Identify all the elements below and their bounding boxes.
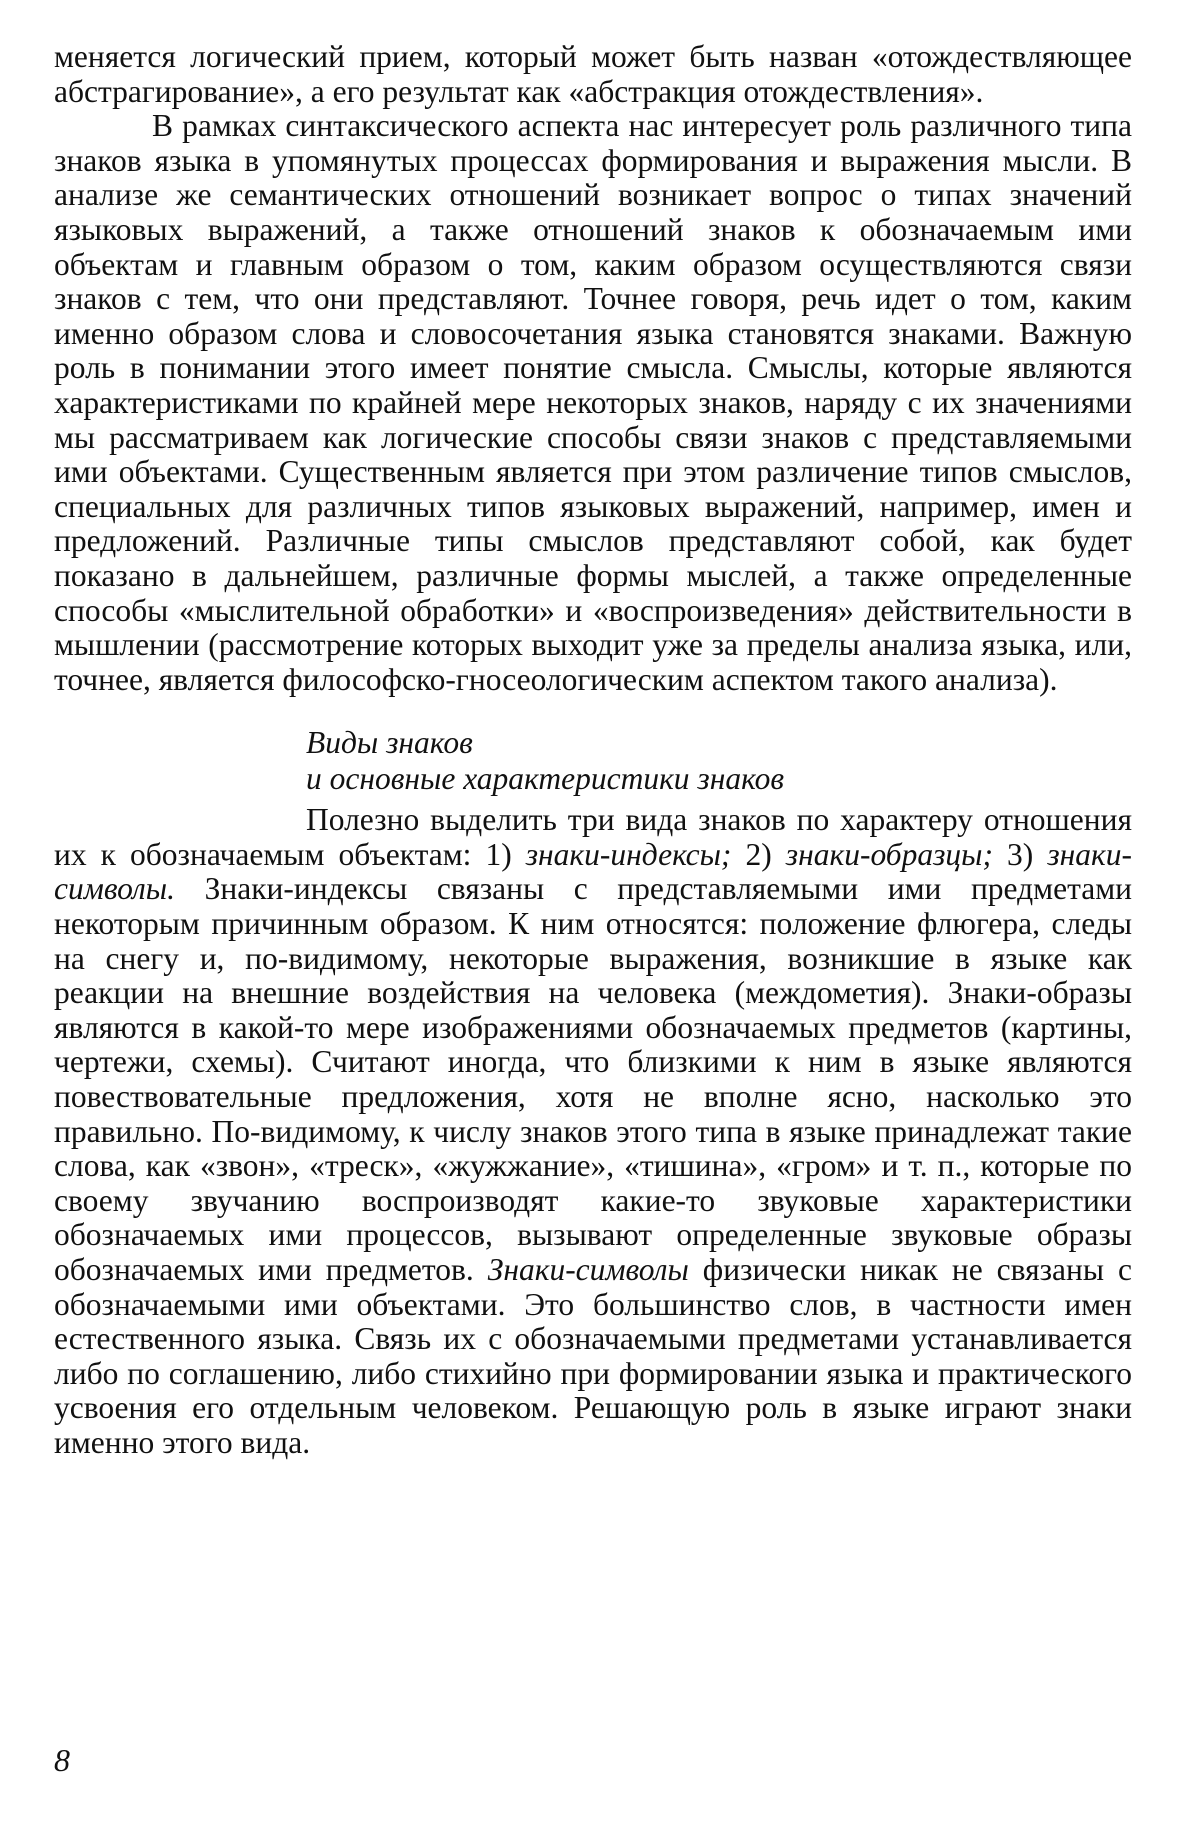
- term-symbol-signs: знаки-символы.: [54, 836, 1132, 907]
- text-run: физически никак не связаны с обозначаемыми ими объектами. Это большинство слов, в частности имен естественного языка. Связь их с обозначаемыми предметами устанавливается либо по соглашению, либо стихийно при формировании языка и практического усвоения его отдельным человеком. Решающую роль в языке играют знаки именно этого вида.: [54, 1252, 1133, 1460]
- text-run: 2): [731, 836, 786, 872]
- text-run: Полезно выделить три вида знаков по характеру отношения их к обозначаемым объектам: 1): [54, 802, 1132, 872]
- term-symbol-signs-2: Знаки-символы: [487, 1252, 689, 1287]
- paragraph-sign-types: [54, 803, 1132, 1460]
- term-sample-signs: знаки-образцы;: [785, 836, 993, 872]
- page-number: 8: [54, 1742, 70, 1778]
- text-run: Знаки-индексы связаны с представляемыми ими предметами некоторым причинным образом. К ним относятся: положение флюгера, следы на снегу и, по-видимому, некоторые выражения, возникшие в языке как реакции на внешние воздействия на человека (междометия). Знаки-образы являются в какой-то мере изображениями обозначаемых предметов (картины, чертежи, схемы). Считают иногда, что близкими к ним в языке являются повествовательные предложения, хотя не вполне ясно, насколько это правильно. По-видимому, к числу знаков этого типа в языке принадлежат такие слова, как «звон», «треск», «жужжание», «тишина», «гром» и т. п., которые по своему звучанию воспроизводят какие-то звуковые характеристики обозначаемых ими процессов, вызывают определенные звуковые образы обозначаемых ими предметов.: [54, 871, 1132, 1287]
- paragraph-semantics: В рамках синтаксического аспекта нас интересует роль различного типа знаков языка в упомянутых процессах формирования и выражения мысли. В анализе же семантических отношений возникает вопрос о типах значений языковых выражений, а также отношений знаков к обозначаемым ими объектам и главным образом о том, каким образом осуществляются связи знаков с тем, что они представляют. Точнее говоря, речь идет о том, каким именно образом слова и словосочетания языка становятся знаками. Важную роль в понимании этого имеет понятие смысла. Смыслы, которые являются характеристиками по крайней мере некоторых знаков, наряду с их значениями мы рассматриваем как логические способы связи знаков с представляемыми ими объектами. Существенным является при этом различение типов смыслов, специальных для различных типов языковых выражений, например, имен и предложений. Различные типы смыслов представляют собой, как будет показано в дальнейшем, различные формы мыслей, а также определенные способы «мыслительной обработки» и «воспроизведения» действительности в мышлении (рассмотрение которых выходит уже за пределы анализа языка, или, точнее, является философско-гносеологическим аспектом такого анализа).: [54, 108, 1132, 697]
- term-index-signs: знаки-индексы;: [525, 836, 732, 872]
- section-heading: [54, 725, 1132, 797]
- page-body: [54, 40, 1132, 1461]
- section-heading-line-2: и основные характеристики знаков: [306, 761, 785, 797]
- text-run: 3): [992, 836, 1048, 872]
- paragraph-continuation: меняется логический прием, который может быть назван «отождествляющее абстрагирование», а его результат как «абстракция отождествления».: [54, 39, 1132, 109]
- section-heading-line-1: Виды знаков: [306, 725, 473, 761]
